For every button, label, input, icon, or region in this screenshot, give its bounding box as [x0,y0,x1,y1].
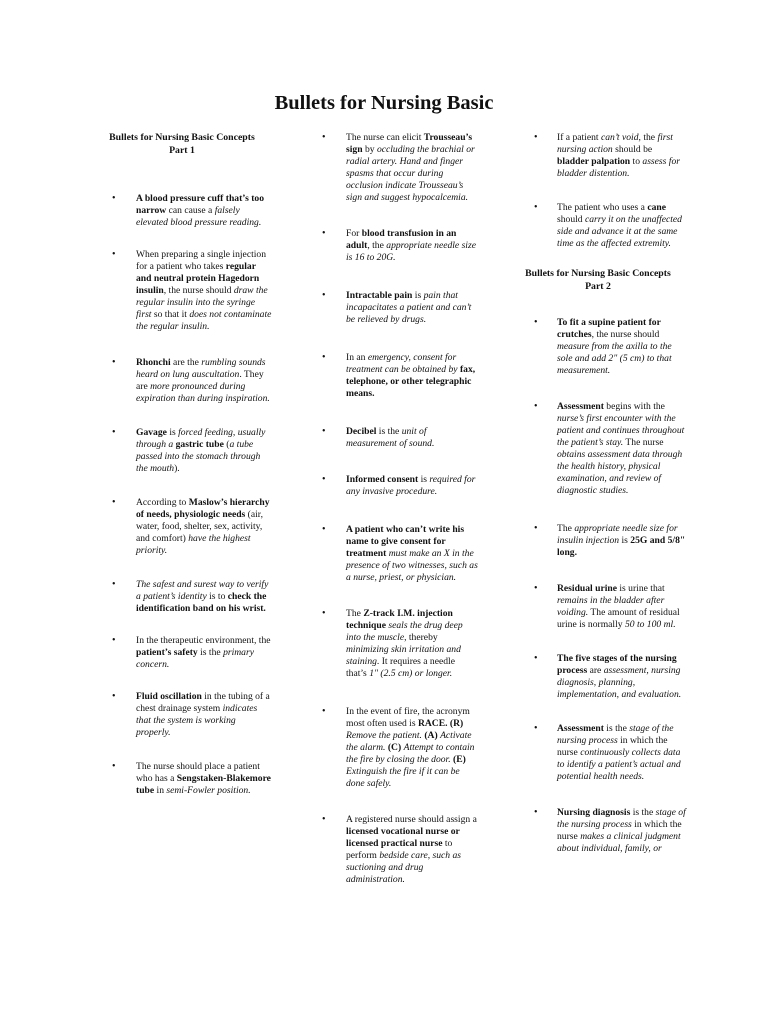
bullet-item [510,583,686,631]
italic-text: falsely elevated blood pressure reading. [136,205,262,228]
bullet-text [136,357,272,405]
section-heading-line: Bullets for Nursing Basic Concepts [109,132,255,143]
plain-text: The [346,608,364,619]
bullet-item [320,814,478,886]
bullet-text [136,497,272,557]
bullet-icon: • [322,132,326,143]
bullet-text [346,228,478,264]
plain-text: should be [612,144,653,155]
bold-text: (E) [453,754,466,765]
plain-text: . They are [136,369,264,392]
bullet-item [320,426,478,450]
bold-text: A [136,193,145,204]
bullet-item [320,608,478,680]
bullet-icon: • [534,317,538,328]
bullet-text [557,401,686,497]
italic-text: bedside care, such as suctioning and drug administration. [346,850,462,885]
italic-text: forced feeding, usually through a [136,427,266,450]
column-3 [510,132,686,855]
bullet-icon: • [322,814,326,825]
bullet-text [136,761,272,797]
bold-text: Z-track I.M. injection technique [346,608,453,631]
italic-text: required for any invasive procedure. [346,474,476,497]
plain-text: so that it [151,309,190,320]
plain-text: (air, water, food, shelter, sex, activity, and comfort) [136,509,264,544]
bullet-item [92,193,272,229]
bullet-item [510,132,686,180]
plain-text: The nurse can elicit [346,132,424,143]
bullet-item [320,474,478,498]
bold-text: bladder palpation [557,156,631,167]
italic-text: have the highest priority. [136,533,251,556]
plain-text: The nurse should place a patient who has a [136,761,260,784]
bold-text: Intractable pain [346,290,413,301]
bold-text: Assessment [557,723,604,734]
page-title: Bullets for Nursing Basic [274,92,494,114]
italic-text: does not contaminate the regular insulin. [136,309,272,332]
italic-text: Activate the alarm. [346,730,472,753]
italic-text: carry it on the unaffected side and advance it at the same time as the affected extremity. [557,214,682,249]
bullet-icon: • [534,583,538,594]
column-2 [320,132,478,886]
italic-text: nurse’s first encounter with the patient and continues throughout the patient’s stay. [557,413,685,448]
bullet-text [136,249,272,333]
plain-text: In the therapeutic environment, the [136,635,271,646]
plain-text: In the event of fire, the acronym most often used is [346,706,470,729]
bullet-text [346,524,478,584]
bullet-icon: • [534,132,538,143]
plain-text: , the [638,132,658,143]
italic-text: measure from the axilla to the sole and add 2" (5 cm) to that measurement. [557,341,672,376]
bold-text: Informed consent [346,474,419,485]
bullet-text [346,132,478,204]
plain-text: in which the nurse [557,735,668,758]
plain-text: by [362,144,377,155]
bullet-icon: • [322,426,326,437]
bold-text: fax, telephone, or other telegraphic means. [346,364,476,399]
bullet-item [510,202,686,250]
bold-text: regular and neutral protein Hagedorn insulin [136,261,260,296]
bullet-icon: • [322,706,326,717]
italic-text: occluding the brachial or radial artery. Hand and finger spasms that occur during occlusion indicate Trousseau’s sign and suggest hypocalcemia. [346,144,475,203]
plain-text: If a patient [557,132,601,143]
bullet-item [92,635,272,671]
bold-text: Rhonchi [136,357,171,368]
bullet-icon: • [112,193,116,204]
italic-text: rumbling sounds heard on lung auscultation [136,357,266,380]
italic-text: remains in the bladder after voiding. [557,595,665,618]
bold-text: To fit a supine patient for crutches [557,317,661,340]
bullet-text [557,653,686,701]
bullet-text [346,352,478,400]
italic-text: can’t void [600,132,639,143]
bullet-item [320,524,478,584]
bullet-item [92,249,272,333]
bullet-icon: • [534,401,538,412]
plain-text: is urine that [616,583,665,594]
bullet-item [510,523,686,559]
bullet-item [92,357,272,405]
bullet-item [510,723,686,783]
italic-text: obtains assessment data through the health history, physical examination, and review of diagnostic studies. [557,449,683,496]
italic-text: first nursing action [557,132,673,155]
bullet-icon: • [322,524,326,535]
plain-text: When preparing a single injection for a patient who takes [136,249,267,272]
italic-text: semi-Fowler position. [166,785,251,796]
italic-text: Attempt to contain the fire by closing the door. [346,742,475,765]
plain-text: is the [376,426,402,437]
plain-text: . It requires a needle that’s [346,656,455,679]
bold-text: RACE. (R) [417,718,464,729]
bullet-text [136,193,272,229]
italic-text: a tube passed into the stomach through the mouth [136,439,261,474]
bullet-text [557,807,686,855]
bold-text: Gavage [136,427,167,438]
bullet-icon: • [112,579,116,590]
plain-text: ( [223,439,230,450]
bold-text: Maslow’s hierarchy of needs, physiologic needs [136,497,270,520]
plain-text: is [166,427,179,438]
bold-text: patient’s safety [136,647,198,658]
bullet-item [510,653,686,701]
plain-text: is [412,290,424,301]
bold-text: A patient who can’t write his name to give consent for treatment [346,524,465,559]
bullet-icon: • [534,653,538,664]
italic-text: more pronounced during expiration than during inspiration. [136,381,270,404]
italic-text: Extinguish the fire if it can be done safely. [346,766,460,789]
bullet-item [92,497,272,557]
bold-text: (A) [424,730,438,741]
plain-text: A registered nurse should assign a [346,814,477,825]
plain-text: For [346,228,362,239]
italic-text: continuously collects data to identify a patient’s actual and potential health needs. [557,747,681,782]
bullet-text [557,202,686,250]
bullet-icon: • [112,691,116,702]
bullet-item [92,691,272,739]
bullet-icon: • [534,523,538,534]
bold-text: cane [647,202,666,213]
bullet-text [346,706,478,790]
bullet-icon: • [534,723,538,734]
plain-text: The nurse [623,437,664,448]
italic-text: assessment, nursing diagnosis, planning, implementation, and evaluation. [557,665,682,700]
bold-text: Fluid oscillation [136,691,202,702]
plain-text: to perform [346,838,453,861]
plain-text: is [418,474,430,485]
bullet-item [510,317,686,377]
italic-text: stage of the nursing process [557,807,686,830]
bullet-item [92,761,272,797]
bold-text: Nursing diagnosis [557,807,631,818]
plain-text: The patient who uses a [557,202,648,213]
bullet-text [557,317,686,377]
bullet-item [320,706,478,790]
italic-text: 50 to 100 ml. [624,619,676,630]
bold-text: Residual urine [557,583,617,594]
italic-text: seals the drug deep into the muscle [346,620,463,643]
bullet-icon: • [112,427,116,438]
bold-text: (C) [387,742,402,753]
bullet-item [320,290,478,326]
bold-text: The five stages of the nursing process [557,653,677,676]
plain-text: , the [367,240,387,251]
italic-text: minimizing skin irritation and staining [346,644,461,667]
plain-text: In an [346,352,368,363]
italic-text: must make an X in the presence of two witnesses, such as a nurse, priest, or physician. [346,548,478,583]
bullet-icon: • [112,635,116,646]
bullet-icon: • [322,608,326,619]
plain-text: in the tubing of a chest drainage system [136,691,270,714]
bullet-icon: • [112,357,116,368]
bullet-text [346,608,478,680]
plain-text: The amount of residual urine is normally [557,607,680,630]
plain-text: to [630,156,643,167]
bold-text: blood transfusion in an adult [346,228,457,251]
bold-text: Assessment [557,401,604,412]
plain-text: can cause a [166,205,215,216]
italic-text: assess for bladder distention. [557,156,680,179]
italic-text: Remove the patient. [346,730,422,741]
bullet-item [320,132,478,204]
bullet-text [136,427,272,475]
plain-text: , the nurse should [591,329,660,340]
plain-text: is to [206,591,228,602]
plain-text: is [619,535,631,546]
italic-text: primary concern. [136,647,254,670]
italic-text: makes a clinical judgment about individual, family, or [557,831,681,854]
plain-text: ). [174,463,180,474]
plain-text: are [587,665,604,676]
bullet-icon: • [112,249,116,260]
bullet-text [136,635,272,671]
bullet-text [557,523,686,559]
section-heading [92,132,272,157]
bullet-text [557,723,686,783]
bullet-icon: • [322,228,326,239]
italic-text: draw the regular insulin into the syringe first [136,285,268,320]
bullet-icon: • [112,497,116,508]
section-heading-line: Part 1 [169,144,195,156]
bold-text: Trousseau’s sign [346,132,473,155]
section-heading-line: Bullets for Nursing Basic Concepts [525,268,671,279]
bullet-text [346,814,478,886]
plain-text: is the [603,723,630,734]
italic-text: stage of the nursing process [557,723,674,746]
italic-text: 1" (2.5 cm) or longer. [369,668,453,679]
bullet-icon: • [322,352,326,363]
bold-text: Decibel [346,426,377,437]
bullet-text [346,290,478,326]
section-heading-line: Part 2 [585,280,611,292]
column-1 [92,132,272,797]
italic-text: The safest and surest way to verify a patient’s identity [136,579,269,602]
plain-text: in which the nurse [557,819,682,842]
bullet-text [557,132,686,180]
plain-text: is the [197,647,224,658]
bullet-item [510,401,686,497]
bullet-text [346,426,478,450]
italic-text: pain that incapacitates a patient and can’t be relieved by drugs. [346,290,472,325]
bullet-item [320,352,478,400]
bullet-icon: • [112,761,116,772]
italic-text: unit of measurement of sound. [346,426,435,449]
italic-text: indicates that the system is working properly. [136,703,258,738]
bullet-text [136,691,272,739]
italic-text: appropriate needle size for insulin injection [557,523,678,546]
plain-text: , thereby [404,632,438,643]
bullet-text [557,583,686,631]
bullet-text [346,474,478,498]
plain-text: The [557,523,575,534]
italic-text: emergency, consent for treatment can be obtained by [346,352,460,375]
bold-text: gastric tube [175,439,224,450]
italic-text: appropriate needle size is 16 to 20G. [346,240,476,263]
bullet-text [136,579,272,615]
bullet-icon: • [534,202,538,213]
bullet-item [92,579,272,615]
plain-text: is the [630,807,656,818]
plain-text: According to [136,497,189,508]
plain-text: begins with the [603,401,665,412]
bullet-item [320,228,478,264]
bold-text: 25G and 5/8" long. [557,535,686,558]
bullet-item [510,807,686,855]
plain-text: should [557,214,585,225]
plain-text: in [154,785,167,796]
plain-text: , the nurse should [163,285,234,296]
section-heading [510,268,686,293]
bold-text: licensed vocational nurse or licensed practical nurse [346,826,460,849]
bullet-icon: • [322,474,326,485]
bullet-icon: • [322,290,326,301]
bold-text: blood pressure cuff that’s too narrow [136,193,265,216]
plain-text: are the [170,357,202,368]
bullet-icon: • [534,807,538,818]
bold-text: check the identification band on his wrist. [136,591,267,614]
bold-text: Sengstaken-Blakemore tube [136,773,271,796]
bullet-item [92,427,272,475]
